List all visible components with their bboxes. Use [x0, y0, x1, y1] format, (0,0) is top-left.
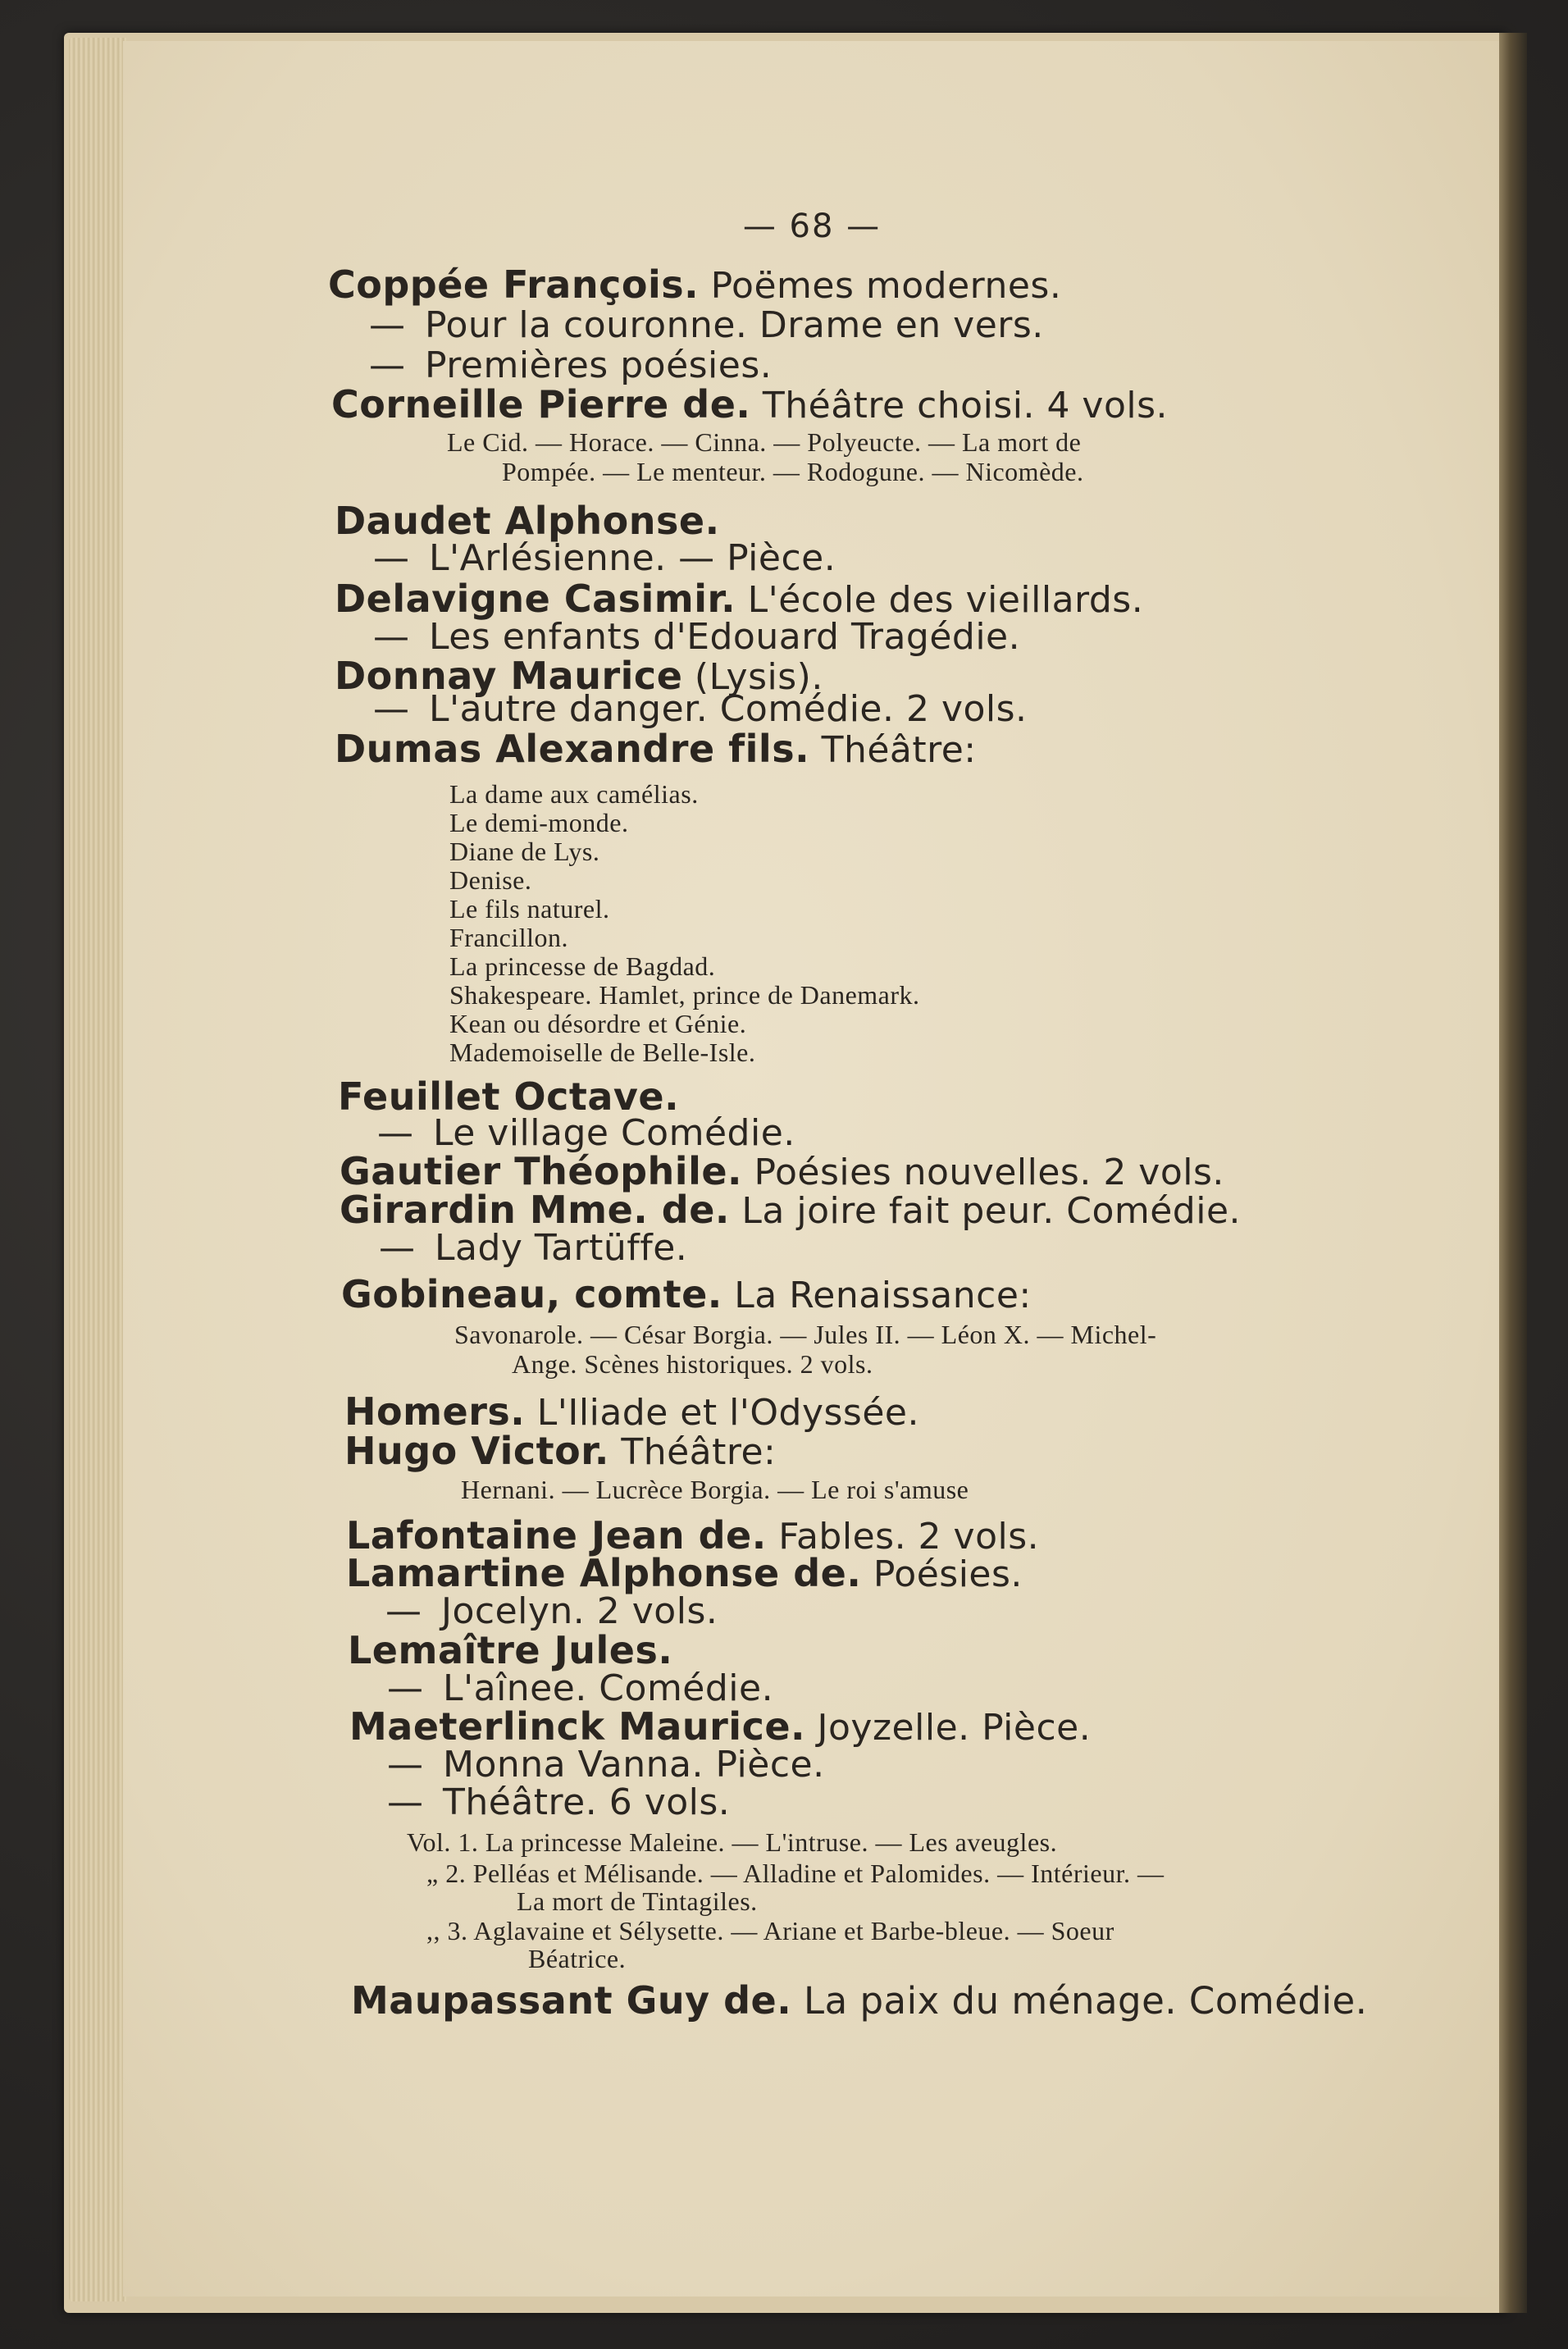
entry-gobineau [341, 1274, 1032, 1316]
volume-label: Vol. 1. [407, 1827, 479, 1857]
entry-corneille [331, 384, 1168, 426]
author-name: Hugo Victor. [344, 1429, 609, 1473]
page-number: — 68 — [742, 208, 882, 245]
entry-maeterlinck [349, 1706, 1091, 1749]
entry-lemaitre-ainee [387, 1668, 773, 1709]
author-name: Donnay Maurice [335, 654, 683, 698]
author-name: Daudet Alphonse. [335, 499, 720, 543]
author-name: Homers. [344, 1389, 526, 1434]
maeterlinck-vol-2-cont: La mort de Tintagiles. [517, 1886, 758, 1916]
work-title: Théâtre. 6 vols. [443, 1781, 731, 1823]
work-title: L'aînee. Comédie. [443, 1667, 774, 1709]
work-title: L'Iliade et l'Odyssée. [536, 1392, 919, 1434]
dumas-work: Denise. [449, 865, 532, 895]
dash-mark: — [373, 537, 410, 579]
volume-contents: La princesse Maleine. — L'intruse. — Les aveugles. [485, 1827, 1058, 1857]
dash-mark: — [373, 688, 410, 730]
work-title: (Lysis). [694, 656, 823, 698]
corneille-works-line1: Le Cid. — Horace. — Cinna. — Polyeucte. — La mort de [447, 427, 1082, 457]
entry-maupassant [351, 1980, 1367, 2022]
entry-girardin-tartuffe [379, 1228, 687, 1269]
author-name: Lamartine Alphonse de. [346, 1551, 862, 1595]
dash-mark: — [377, 1112, 414, 1154]
author-name: Lemaître Jules. [348, 1628, 673, 1672]
work-title: Poëmes modernes. [710, 265, 1062, 307]
author-name: Girardin Mme. de. [340, 1188, 730, 1232]
work-title: Premières poésies. [425, 344, 773, 386]
entry-coppee [328, 264, 1061, 307]
dash-mark: — [387, 1781, 424, 1823]
entry-lamartine [346, 1553, 1023, 1595]
dumas-work: Mademoiselle de Belle-Isle. [449, 1038, 756, 1067]
dumas-work: La princesse de Bagdad. [449, 951, 716, 981]
author-name: Maeterlinck Maurice. [349, 1704, 806, 1749]
corneille-works-line2: Pompée. — Le menteur. — Rodogune. — Nicomède. [502, 457, 1084, 486]
dash-mark: — [373, 616, 410, 658]
dumas-work: Kean ou désordre et Génie. [449, 1009, 747, 1038]
entry-daudet-arlesienne [373, 538, 836, 579]
entry-lamartine-jocelyn [385, 1591, 718, 1632]
dumas-work: Le fils naturel. [449, 894, 610, 924]
work-title: Théâtre choisi. 4 vols. [762, 385, 1169, 426]
work-title: Théâtre: [821, 729, 977, 771]
work-title: L'autre danger. Comédie. 2 vols. [429, 688, 1028, 730]
work-title: Lady Tartüffe. [435, 1227, 688, 1269]
author-name: Gobineau, comte. [341, 1272, 722, 1316]
hugo-works: Hernani. — Lucrèce Borgia. — Le roi s'amuse [461, 1475, 969, 1504]
author-name: Coppée François. [328, 262, 700, 307]
maeterlinck-vol-1 [407, 1827, 1057, 1857]
entry-feuillet-village [377, 1113, 795, 1154]
work-title: Poésies nouvelles. 2 vols. [754, 1152, 1224, 1193]
dash-mark: — [387, 1667, 424, 1709]
gobineau-works-line1: Savonarole. — César Borgia. — Jules II. — Léon X. — Michel- [454, 1320, 1157, 1349]
maeterlinck-vol-3 [426, 1916, 1114, 1945]
dash-mark: — [379, 1227, 416, 1269]
maeterlinck-vol-3-cont: Béatrice. [528, 1944, 627, 1973]
work-title: Les enfants d'Edouard Tragédie. [429, 616, 1021, 658]
dumas-work: La dame aux camélias. [449, 779, 699, 809]
entry-lemaitre [348, 1630, 672, 1672]
author-name: Corneille Pierre de. [331, 382, 751, 426]
author-name: Feuillet Octave. [338, 1074, 680, 1119]
author-name: Maupassant Guy de. [351, 1978, 792, 2023]
dumas-work: Shakespeare. Hamlet, prince de Danemark. [449, 980, 920, 1010]
dash-mark: — [385, 1590, 422, 1632]
work-title: Pour la couronne. Drame en vers. [425, 304, 1044, 346]
dash-mark: — [369, 304, 406, 346]
dash-mark: — [387, 1744, 424, 1786]
entry-coppee-premieres [369, 345, 772, 386]
work-title: Poésies. [873, 1553, 1023, 1595]
work-title: Théâtre: [621, 1431, 777, 1473]
volume-label: „ 2. [426, 1859, 467, 1888]
work-title: L'Arlésienne. — Pièce. [429, 537, 836, 579]
dumas-work: Le demi-monde. [449, 808, 629, 837]
work-title: Fables. 2 vols. [778, 1516, 1040, 1558]
maeterlinck-vol-2 [426, 1859, 1164, 1888]
volume-contents: Aglavaine et Sélysette. — Ariane et Barbe-bleue. — Soeur [473, 1916, 1114, 1945]
entry-dumas [335, 728, 977, 771]
work-title: La Renaissance: [734, 1275, 1032, 1316]
entry-maeterlinck-theatre [387, 1782, 730, 1823]
entry-delavigne [335, 578, 1143, 621]
entry-hugo [344, 1430, 776, 1473]
author-name: Dumas Alexandre fils. [335, 727, 810, 771]
author-name: Lafontaine Jean de. [346, 1513, 767, 1558]
volume-contents: Pelléas et Mélisande. — Alladine et Palomides. — Intérieur. — [472, 1859, 1165, 1888]
dash-mark: — [369, 344, 406, 386]
entry-delavigne-enfants [373, 617, 1020, 658]
author-name: Delavigne Casimir. [335, 577, 736, 621]
work-title: La paix du ménage. Comédie. [804, 1979, 1368, 2023]
work-title: Jocelyn. 2 vols. [441, 1590, 718, 1632]
dumas-work: Diane de Lys. [449, 837, 600, 866]
dumas-work: Francillon. [449, 923, 569, 952]
work-title: Joyzelle. Pièce. [817, 1707, 1092, 1749]
work-title: L'école des vieillards. [747, 579, 1144, 621]
entry-coppee-couronne [369, 305, 1044, 346]
work-title: Monna Vanna. Pièce. [443, 1744, 825, 1786]
work-title: Le village Comédie. [433, 1112, 795, 1154]
entry-maeterlinck-monna [387, 1745, 825, 1786]
gobineau-works-line2: Ange. Scènes historiques. 2 vols. [512, 1349, 873, 1379]
entry-girardin [340, 1189, 1241, 1232]
volume-label: ,, 3. [426, 1916, 468, 1945]
entry-donnay-danger [373, 689, 1028, 730]
author-name: Gautier Théophile. [340, 1149, 743, 1193]
entry-homers [344, 1391, 919, 1434]
work-title: La joire fait peur. Comédie. [741, 1190, 1242, 1232]
